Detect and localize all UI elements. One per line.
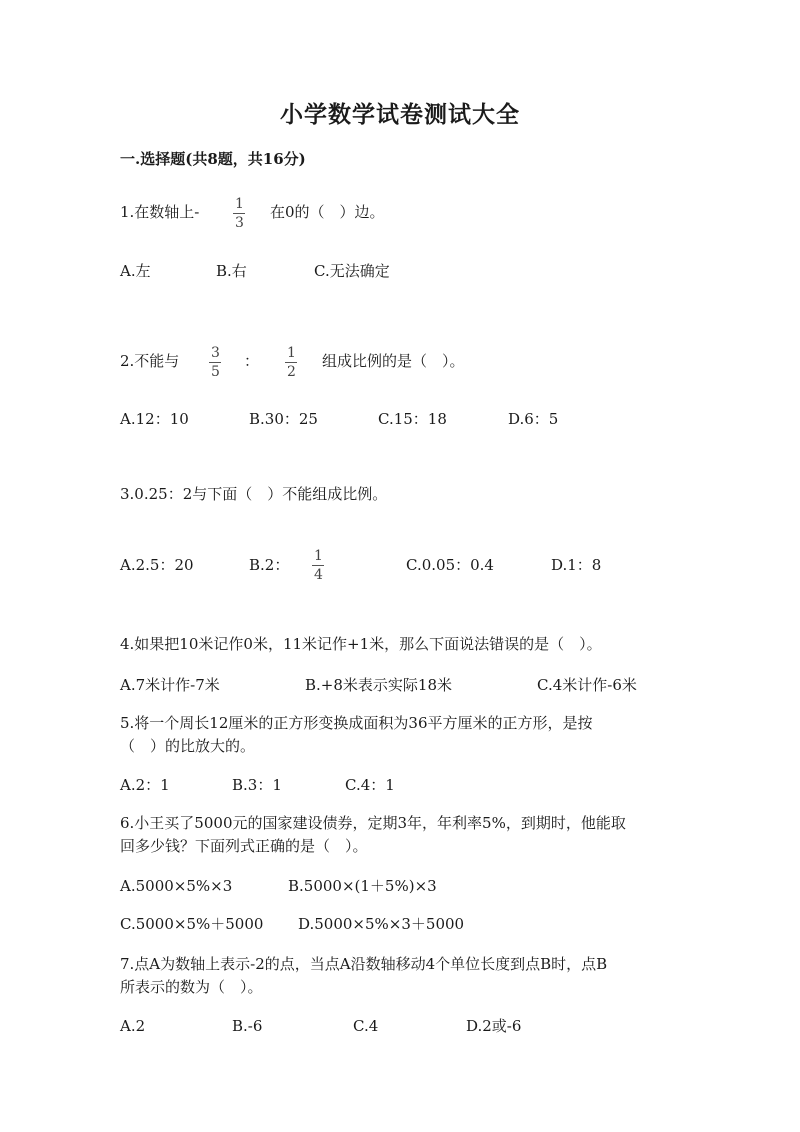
question-6-option-a: A.5000×5%×3 bbox=[120, 877, 233, 895]
question-7-option-c: C.4 bbox=[353, 1017, 379, 1035]
question-5-option-a: A.2：1 bbox=[120, 776, 170, 794]
question-4-option-c: C.4米计作-6米 bbox=[537, 676, 637, 694]
question-2-option-a: A.12：10 bbox=[120, 410, 189, 428]
question-7-option-b: B.-6 bbox=[232, 1017, 263, 1035]
question-6-text-line-1: 6.小王买了5000元的国家建设债券，定期3年，年利率5%，到期时，他能取 bbox=[120, 814, 626, 832]
question-1-text-pre: 1.在数轴上- bbox=[120, 203, 200, 221]
question-6-option-b: B.5000×(1＋5%)×3 bbox=[288, 877, 437, 895]
fraction-numerator: 1 bbox=[287, 345, 296, 361]
question-3-option-a: A.2.5：20 bbox=[120, 556, 194, 574]
fraction-bar bbox=[233, 213, 245, 214]
question-5-text-line-1: 5.将一个周长12厘米的正方形变换成面积为36平方厘米的正方形，是按 bbox=[120, 714, 593, 732]
fraction-denominator: 3 bbox=[235, 215, 244, 231]
question-2-option-b: B.30：25 bbox=[249, 410, 318, 428]
question-2-option-d: D.6：5 bbox=[508, 410, 559, 428]
fraction-bar bbox=[285, 362, 297, 363]
question-5-option-c: C.4：1 bbox=[345, 776, 395, 794]
fraction-numerator: 1 bbox=[235, 196, 244, 212]
question-4-option-b: B.+8米表示实际18米 bbox=[305, 676, 452, 694]
question-2-fraction-2 bbox=[285, 345, 298, 380]
question-6-text-line-2: 回多少钱？下面列式正确的是（ ）。 bbox=[120, 837, 368, 855]
question-3-option-b: B.2： bbox=[249, 556, 290, 574]
question-7-text-line-1: 7.点A为数轴上表示-2的点，当点A沿数轴移动4个单位长度到点B时，点B bbox=[120, 955, 608, 973]
fraction-denominator: 5 bbox=[211, 364, 220, 380]
question-5-text-line-2: （ ）的比放大的。 bbox=[120, 737, 256, 755]
fraction-numerator: 1 bbox=[314, 548, 323, 564]
question-1-option-a: A.左 bbox=[120, 262, 151, 280]
fraction-bar bbox=[209, 362, 221, 363]
question-1-fraction bbox=[233, 196, 246, 231]
question-3-text: 3.0.25：2与下面（ ）不能组成比例。 bbox=[120, 485, 388, 503]
fraction-bar bbox=[312, 565, 324, 566]
question-2-option-c: C.15：18 bbox=[378, 410, 447, 428]
question-2-colon: ： bbox=[244, 352, 260, 370]
question-7-text-line-2: 所表示的数为（ ）。 bbox=[120, 978, 263, 996]
page-title: 小学数学试卷测试大全 bbox=[280, 101, 520, 128]
question-3-option-b-fraction bbox=[312, 548, 325, 583]
question-4-text: 4.如果把10米记作0米，11米记作+1米，那么下面说法错误的是（ ）。 bbox=[120, 635, 602, 653]
question-4-option-a: A.7米计作-7米 bbox=[120, 676, 220, 694]
question-1-text-post: 在0的（ ）边。 bbox=[270, 203, 385, 221]
question-2-text-post: 组成比例的是（ ）。 bbox=[322, 352, 465, 370]
section-heading: 一.选择题(共8题，共16分) bbox=[120, 150, 306, 168]
question-7-option-a: A.2 bbox=[120, 1017, 146, 1035]
fraction-numerator: 3 bbox=[211, 345, 220, 361]
fraction-denominator: 2 bbox=[287, 364, 296, 380]
question-6-option-c: C.5000×5%＋5000 bbox=[120, 915, 264, 933]
question-1-option-b: B.右 bbox=[216, 262, 247, 280]
question-1-option-c: C.无法确定 bbox=[314, 262, 390, 280]
question-3-option-c: C.0.05：0.4 bbox=[406, 556, 494, 574]
question-2-text-pre: 2.不能与 bbox=[120, 352, 180, 370]
question-7-option-d: D.2或-6 bbox=[466, 1017, 522, 1035]
fraction-denominator: 4 bbox=[314, 567, 323, 583]
question-5-option-b: B.3：1 bbox=[232, 776, 282, 794]
question-2-fraction-1 bbox=[209, 345, 222, 380]
question-6-option-d: D.5000×5%×3＋5000 bbox=[298, 915, 465, 933]
question-3-option-d: D.1：8 bbox=[551, 556, 602, 574]
